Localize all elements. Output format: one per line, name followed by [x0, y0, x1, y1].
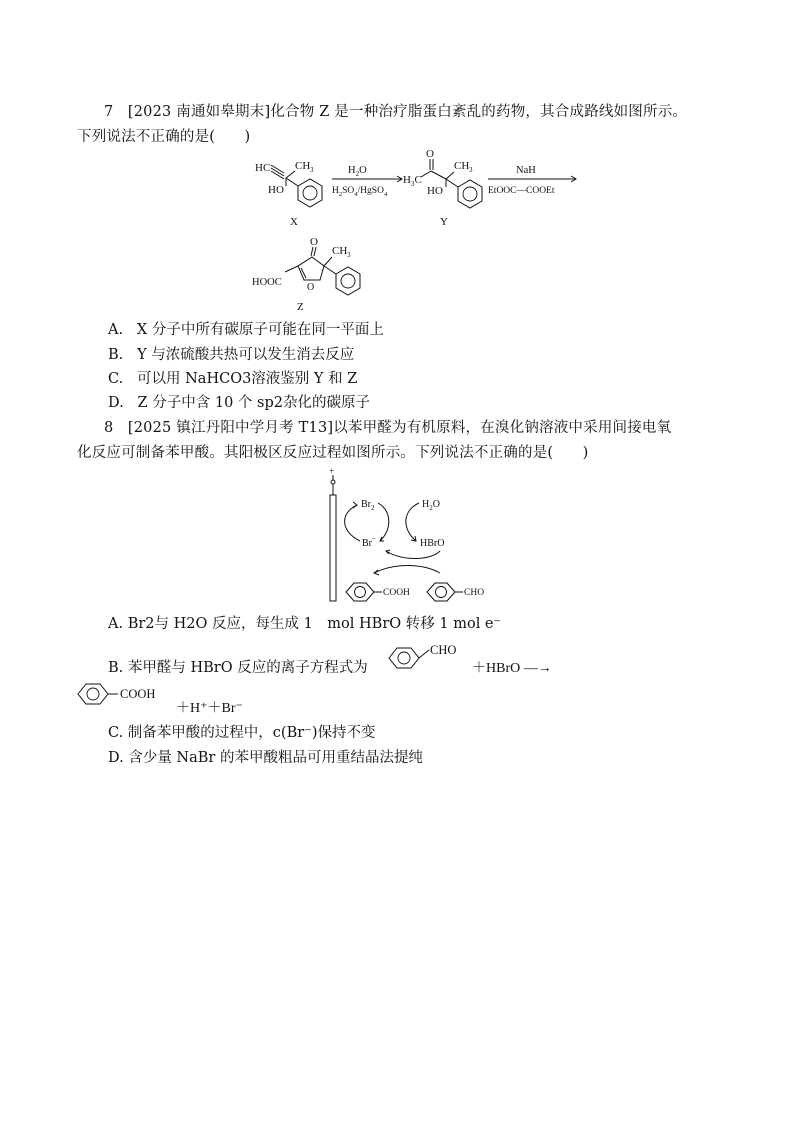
q7-stem-1: 化合物 Z 是一种治疗脂蛋白紊乱的药物，其合成路线如图所示。	[270, 104, 688, 120]
y-o: O	[426, 148, 434, 160]
svg-text:H2O: $H_2O$	[422, 499, 440, 512]
svg-text:3: 3	[310, 166, 314, 174]
z-label: Z	[297, 301, 304, 313]
electrode-sign: +	[329, 466, 335, 476]
cho-label: CHO	[464, 588, 485, 598]
q7-option-c-letter: C.	[108, 371, 124, 387]
svg-text:3: 3	[469, 166, 473, 174]
compound-z	[252, 236, 360, 313]
z-o-ring: O	[307, 282, 315, 293]
compound-x	[255, 160, 322, 228]
x-ho: HO	[268, 184, 284, 196]
q7-option-b-text: Y 与浓硫酸共热可以发生消去反应	[137, 347, 355, 363]
y-ho: HO	[427, 185, 443, 197]
x-hc: HC	[255, 162, 271, 174]
q7-option-b-letter: B.	[108, 347, 124, 363]
svg-text:H3C: $H_3C$	[403, 174, 422, 188]
arrow2-bottom: EtOOC—COOEt	[488, 186, 555, 196]
q7-option-c[interactable]	[108, 367, 357, 388]
q8-option-d[interactable]: D. 含少量 NaBr 的苯甲酸粗品可用重结晶法提纯	[108, 750, 423, 766]
q8-number: 8	[104, 420, 114, 436]
svg-text:H2SO4/HgSO4: $H_2SO_4/HgSO_4$	[332, 186, 388, 198]
b-products: ＋H⁺＋Br⁻	[176, 701, 243, 716]
q8-anode-diagram	[322, 465, 502, 605]
svg-text:3: 3	[347, 251, 351, 259]
compound-y	[403, 148, 482, 228]
b-plus-hbro: ＋HBrO —→	[472, 661, 552, 676]
q7-option-a-text: X 分子中所有碳原子可能在同一平面上	[136, 322, 384, 338]
benzaldehyde-structure	[385, 640, 475, 676]
b-cho: CHO	[430, 643, 457, 657]
x-ch3: CH	[295, 160, 311, 172]
z-o-top: O	[310, 236, 318, 248]
q8-stem-1: 以苯甲醛为有机原料，在溴化钠溶液中采用间接电氧	[333, 420, 672, 436]
y-ch3: CH	[454, 160, 470, 172]
q8-option-a[interactable]: A. Br2与 H2O 反应，每生成 1 mol HBrO 转移 1 mol e⁻	[108, 616, 502, 632]
arrow-2	[488, 165, 576, 196]
b-cooh: COOH	[120, 687, 156, 701]
hbro-label: HBrO	[420, 538, 445, 549]
electrode	[330, 495, 336, 601]
z-hooc: HOOC	[252, 277, 282, 288]
q8-source: [2025 镇江丹阳中学月考 T13]	[127, 420, 334, 436]
q8-option-b-prefix[interactable]: B. 苯甲醛与 HBrO 反应的离子方程式为	[108, 660, 368, 676]
z-ch3: CH	[332, 245, 348, 257]
q7-option-c-text: 可以用 NaHCO3溶液鉴别 Y 和 Z	[137, 371, 358, 387]
q7-option-b[interactable]	[108, 343, 354, 364]
arrow2-top: NaH	[516, 165, 536, 176]
q7-synthesis-scheme	[240, 148, 580, 318]
y-label: Y	[440, 216, 448, 228]
q7-option-a-letter: A.	[108, 322, 124, 338]
arrow-1	[332, 165, 402, 198]
q7-option-d-letter: D.	[108, 395, 124, 411]
q7-source: [2023 南通如皋期末]	[127, 104, 271, 120]
cooh-label: COOH	[383, 588, 410, 598]
q7-line1	[104, 100, 687, 121]
q7-option-d-text: Z 分子中含 10 个 sp2杂化的碳原子	[137, 395, 370, 411]
q8-stem-2: 化反应可制备苯甲酸。其阳极区反应过程如图所示。下列说法不正确的是( )	[77, 445, 589, 461]
q7-stem-2: 下列说法不正确的是( )	[77, 129, 251, 145]
svg-text:H2O: $H_2O$	[348, 165, 367, 178]
x-label: X	[290, 216, 298, 228]
svg-text:Br−: Br−	[362, 535, 376, 549]
q8-line1	[104, 416, 671, 437]
q7-number: 7	[104, 104, 114, 120]
q7-option-d[interactable]	[108, 391, 370, 412]
q7-option-a[interactable]	[108, 318, 384, 339]
benzoic-acid-structure	[74, 676, 174, 712]
svg-text:Br2: $Br_2$	[361, 499, 375, 512]
q8-option-c[interactable]: C. 制备苯甲酸的过程中，c(Br⁻)保持不变	[108, 725, 376, 741]
